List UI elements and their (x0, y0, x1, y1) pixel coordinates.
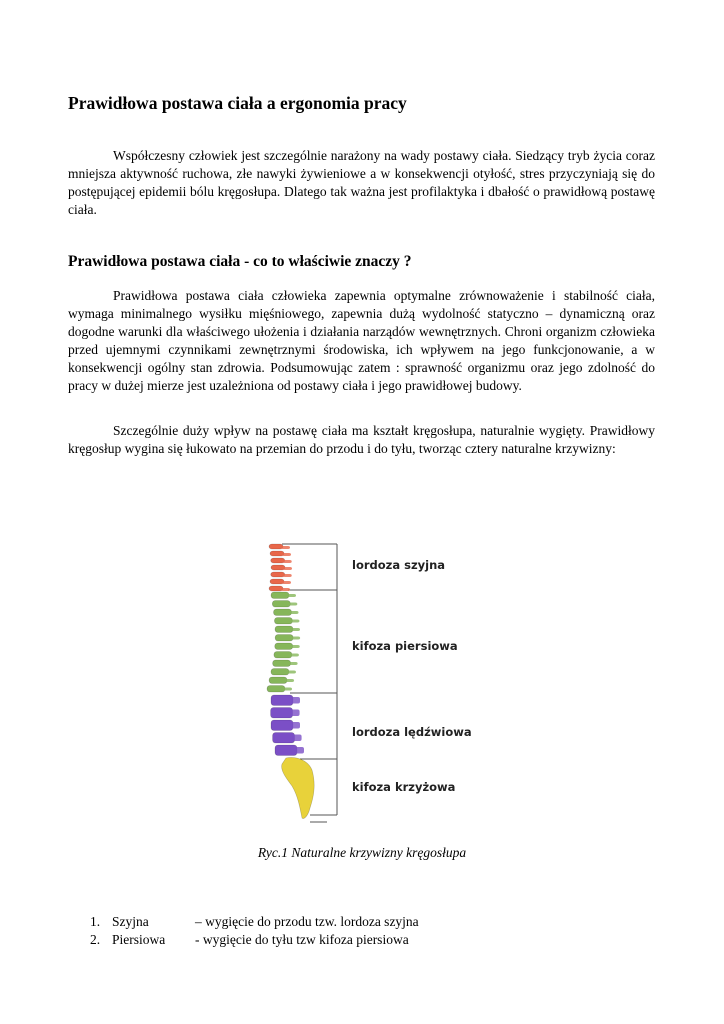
thoracic-vertebrae (267, 592, 300, 692)
vertebra-process (291, 722, 300, 729)
list-number: 2. (90, 932, 101, 947)
vertebra-process (283, 567, 292, 570)
vertebra (271, 565, 285, 570)
vertebra-process (281, 546, 290, 549)
vertebra (274, 618, 292, 625)
vertebra-process (283, 688, 292, 691)
vertebra (271, 669, 289, 676)
vertebra-process (287, 594, 296, 597)
vertebra (275, 643, 293, 650)
vertebra (271, 592, 289, 599)
sacrum-shape (282, 758, 315, 819)
vertebra-process (290, 654, 299, 657)
paragraph-text: Współczesny człowiek jest szczególnie narażony na wady postawy ciała. Siedzący tryb życia coraz mniejsza aktywność ruchowa, złe nawyki żywieniowe a w konsekwencji otyłość, stres przyczyniają się do postępującej epidemii bólu kręgosłupa. Dlatego tak ważna jest profilaktyka i dbałość o prawidłową postawę ciała. (68, 148, 655, 217)
vertebra-process (287, 671, 296, 674)
vertebra (271, 572, 285, 577)
label-sacral: kifoza krzyżowa (352, 780, 456, 794)
vertebra (275, 626, 293, 633)
vertebra-process (282, 553, 291, 556)
vertebra-process (291, 710, 300, 717)
vertebra-process (291, 645, 300, 648)
paragraph-intro (68, 147, 655, 219)
vertebra (270, 551, 284, 556)
vertebra (267, 686, 285, 693)
vertebra-process (285, 679, 294, 682)
vertebra (269, 586, 283, 591)
vertebra-process (281, 588, 290, 591)
list-name: Piersiowa (112, 932, 166, 947)
vertebra (274, 609, 292, 616)
lumbar-vertebrae (271, 695, 304, 756)
vertebra-process (283, 560, 292, 563)
vertebra-process (290, 620, 299, 623)
list-item (90, 913, 650, 931)
paragraph-text: Prawidłowa postawa ciała człowieka zapewnia optymalne zrównoważenie i stabilność ciała, wymaga minimalnego wysiłku mięśniowego, zapewnia dużą wydolność statyczno – dynamiczną oraz dogodne warunki dla właściwego ułożenia i działania narządów wewnętrznych. Chroni organizm człowieka przed ujemnymi czynnikami zewnętrznymi środowiska, ich wpływem na jego funkcjonowanie, a w konsekwencji ogólny stan zdrowia. Podsumowując zatem : sprawność organizmu oraz jego zdolność do pracy w dużej mierze jest uzależniona od postawy ciała i jego prawidłowej budowy. (68, 288, 655, 393)
vertebra-process (289, 662, 298, 665)
spine-figure (252, 538, 492, 828)
vertebra (273, 660, 291, 667)
list-number: 1. (90, 914, 101, 929)
vertebra (274, 652, 292, 659)
label-cervical: lordoza szyjna (352, 558, 446, 572)
page-title: Prawidłowa postawa ciała a ergonomia pracy (68, 93, 407, 113)
paragraph-spine (68, 422, 655, 458)
vertebra (275, 635, 293, 642)
vertebra (275, 745, 297, 756)
vertebra (270, 579, 284, 584)
vertebra-process (290, 611, 299, 614)
list-description: - wygięcie do tyłu tzw kifoza piersiowa (195, 932, 409, 947)
label-thoracic: kifoza piersiowa (352, 639, 458, 653)
vertebra (269, 544, 283, 549)
label-lumbar: lordoza lędźwiowa (352, 725, 472, 739)
vertebra-process (295, 747, 304, 754)
list-item (90, 931, 650, 949)
list-description: – wygięcie do przodu tzw. lordoza szyjna (195, 914, 419, 929)
vertebra (271, 720, 293, 731)
vertebra-process (283, 574, 292, 577)
figure-caption: Ryc.1 Naturalne krzywizny kręgosłupa (257, 845, 467, 860)
vertebra-process (293, 735, 302, 742)
curvature-list (90, 913, 650, 949)
vertebra-process (291, 697, 300, 704)
paragraph-text: Szczególnie duży wpływ na postawę ciała ma kształt kręgosłupa, naturalnie wygięty. Prawidłowy kręgosłup wygina się łukowato na przemian do przodu i do tyłu, tworząc cztery naturalne krzywizny: (68, 423, 655, 456)
vertebra-process (282, 581, 291, 584)
vertebra (271, 558, 285, 563)
section-heading: Prawidłowa postawa ciała - co to właściwie znaczy ? (68, 253, 412, 270)
vertebra (272, 601, 290, 608)
list-name: Szyjna (112, 914, 149, 929)
vertebra-process (291, 628, 300, 631)
vertebra (271, 708, 293, 719)
paragraph-posture (68, 287, 655, 395)
vertebra (269, 677, 287, 684)
vertebra-process (291, 637, 300, 640)
vertebra (271, 695, 293, 706)
cervical-vertebrae (269, 544, 292, 591)
vertebra-process (288, 603, 297, 606)
vertebra (273, 733, 295, 744)
